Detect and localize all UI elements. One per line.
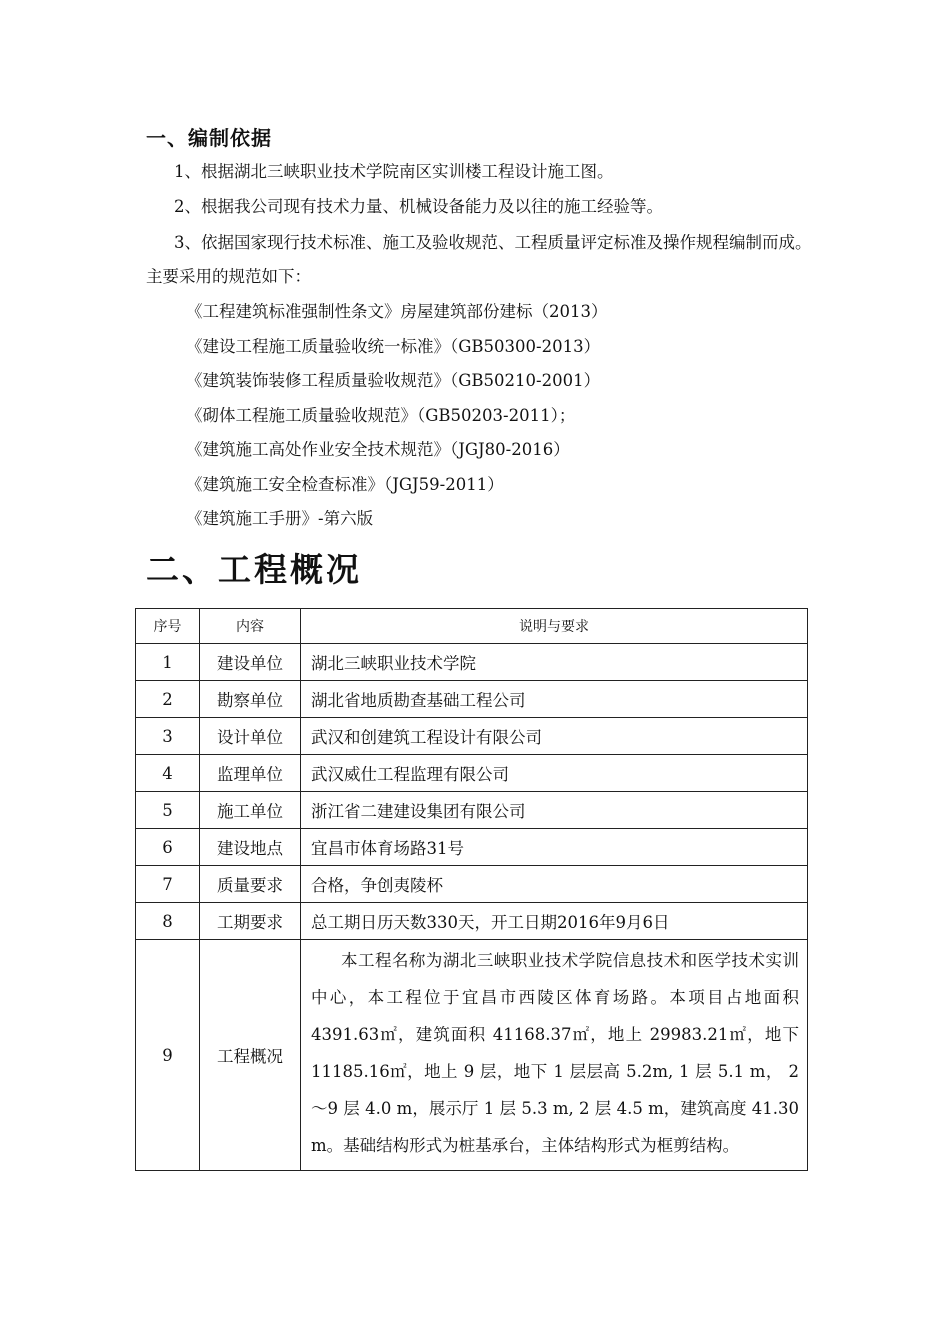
basis-item-2: 2、根据我公司现有技术力量、机械设备能力及以往的施工经验等。 [174, 197, 663, 216]
spec-item: 《建设工程施工质量验收统一标准》（GB50300-2013） [186, 336, 601, 356]
row-item: 工程概况 [200, 940, 301, 1171]
row-no: 1 [136, 644, 200, 681]
table-header-row [136, 609, 808, 644]
row-no: 5 [136, 792, 200, 829]
row-no: 4 [136, 755, 200, 792]
row-item: 设计单位 [200, 718, 301, 755]
row-item: 质量要求 [200, 866, 301, 903]
table-row [136, 755, 808, 792]
spec-list [186, 295, 608, 537]
table-row [136, 829, 808, 866]
row-item: 建设地点 [200, 829, 301, 866]
spec-item: 《工程建筑标准强制性条文》房屋建筑部份建标（2013） [186, 302, 608, 321]
row-item: 工期要求 [200, 903, 301, 940]
row-no: 8 [136, 903, 200, 940]
spec-item: 《建筑施工手册》-第六版 [186, 509, 374, 528]
row-desc: 湖北三峡职业技术学院 [301, 644, 808, 681]
spec-item: 《建筑施工安全检查标准》（JGJ59-2011） [186, 474, 504, 494]
table-row [136, 792, 808, 829]
row-no: 7 [136, 866, 200, 903]
row-desc: 宜昌市体育场路31号 [301, 829, 808, 866]
row-desc: 浙江省二建建设集团有限公司 [301, 792, 808, 829]
row-desc-overview: 本工程名称为湖北三峡职业技术学院信息技术和医学技术实训中心，本工程位于宜昌市西陵区体育场路。本项目占地面积 4391.63㎡，建筑面积 41168.37㎡，地上 29983.21㎡，地下 11185.16㎡，地上 9 层，地下 1 层层高 5.2m, 1 层 5.1 m， 2～9 层 4.0 m，展示厅 1 层 5.3 m, 2 层 4.5 m，建筑高度 41.30 m。基础结构形式为桩基承台，主体结构形式为框剪结构。 [301, 940, 808, 1171]
basis-item-3: 3、依据国家现行技术标准、施工及验收规范、工程质量评定标准及操作规程编制而成。主要采用的规范如下： [146, 233, 812, 286]
row-item: 施工单位 [200, 792, 301, 829]
header-desc: 说明与要求 [301, 609, 808, 644]
header-no: 序号 [136, 609, 200, 644]
row-item: 勘察单位 [200, 681, 301, 718]
row-desc: 武汉威仕工程监理有限公司 [301, 755, 808, 792]
section-heading-overview: 二、工程概况 [146, 550, 362, 589]
table-row [136, 903, 808, 940]
table-row [136, 866, 808, 903]
row-desc: 武汉和创建筑工程设计有限公司 [301, 718, 808, 755]
spec-item: 《砌体工程施工质量验收规范》（GB50203-2011）； [186, 405, 576, 425]
row-desc: 湖北省地质勘查基础工程公司 [301, 681, 808, 718]
spec-item: 《建筑施工高处作业安全技术规范》（JGJ80-2016） [186, 440, 570, 459]
row-desc: 总工期日历天数330天，开工日期2016年9月6日 [301, 903, 808, 940]
row-item: 监理单位 [200, 755, 301, 792]
row-item: 建设单位 [200, 644, 301, 681]
header-content: 内容 [200, 609, 301, 644]
row-no: 6 [136, 829, 200, 866]
table-row [136, 940, 808, 1171]
row-no: 3 [136, 718, 200, 755]
section-heading-basis: 一、编制依据 [146, 126, 272, 150]
spec-item: 《建筑装饰装修工程质量验收规范》（GB50210-2001） [186, 371, 601, 390]
basis-item-1: 1、根据湖北三峡职业技术学院南区实训楼工程设计施工图。 [174, 162, 614, 181]
project-overview-table [135, 608, 808, 1171]
table-row [136, 718, 808, 755]
row-no: 2 [136, 681, 200, 718]
table-row [136, 681, 808, 718]
row-desc: 合格，争创夷陵杯 [301, 866, 808, 903]
table-row [136, 644, 808, 681]
row-no: 9 [136, 940, 200, 1171]
